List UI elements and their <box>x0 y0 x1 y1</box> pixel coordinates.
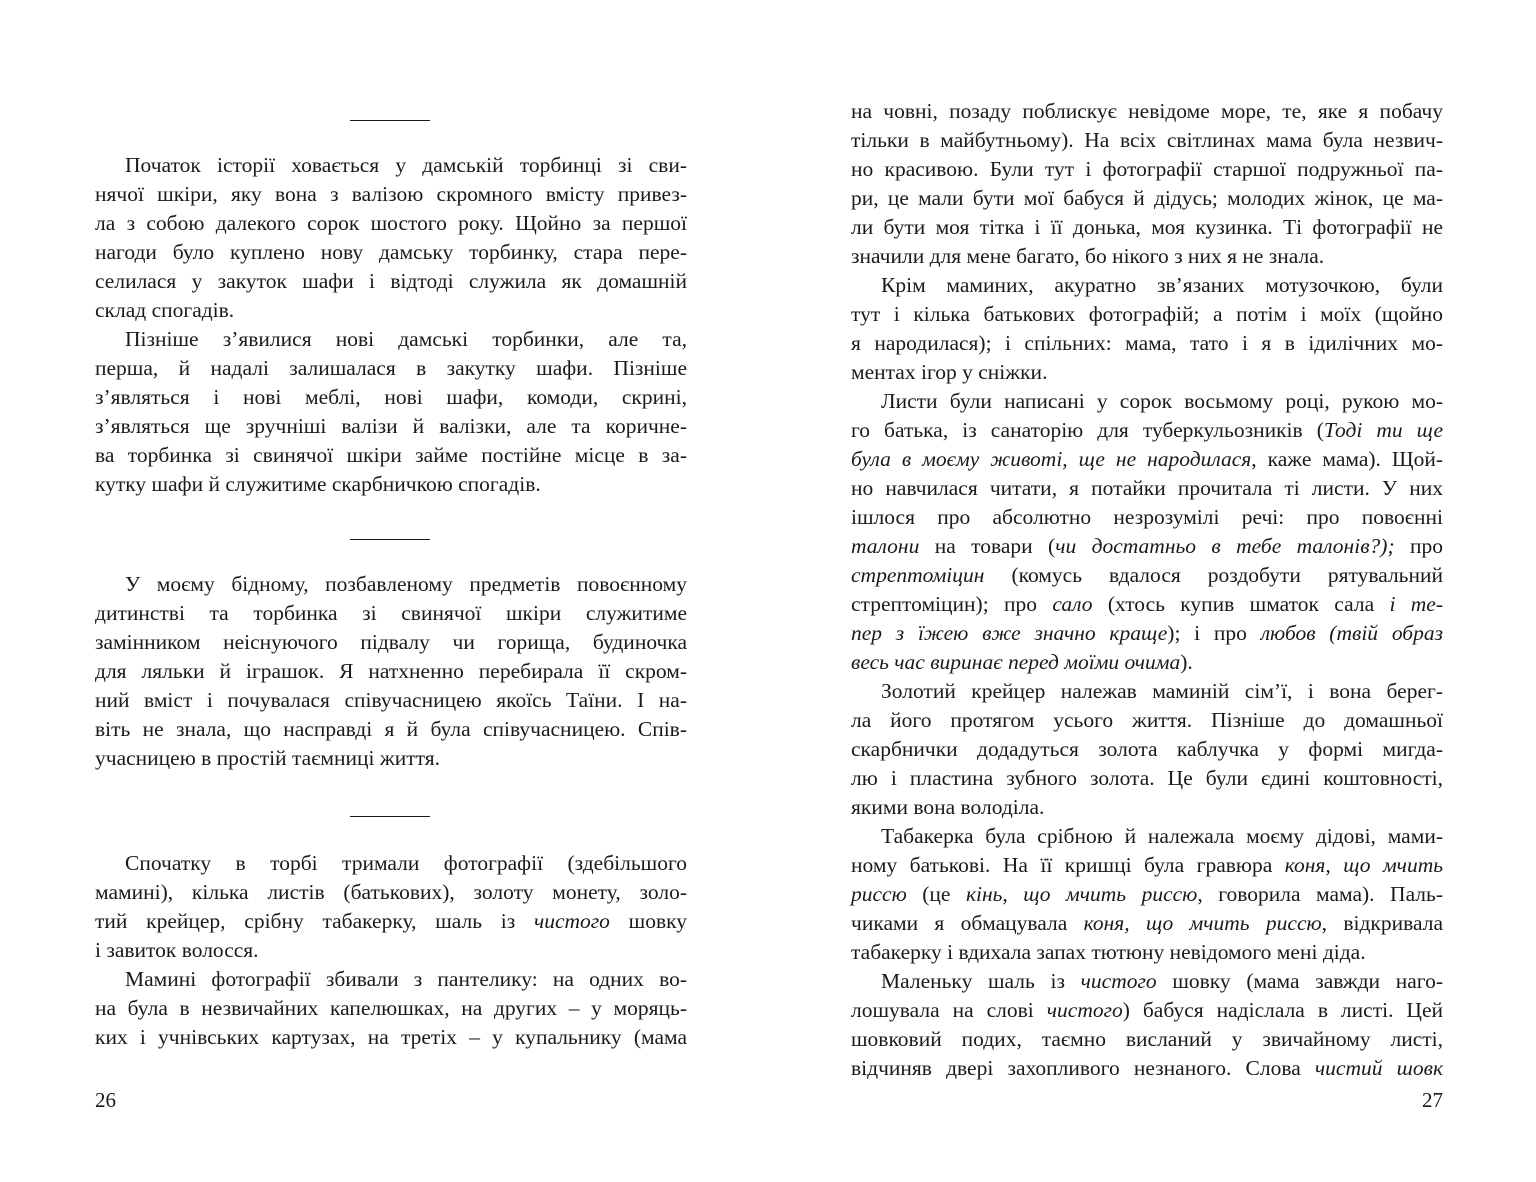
page-number-right: 27 <box>1422 1088 1443 1112</box>
text-line <box>851 474 1443 503</box>
text-run: табакерку і вдихала запах тютюну невідомого мені діда. <box>851 940 1366 964</box>
text-line <box>851 764 1443 793</box>
right-text <box>851 97 1443 1083</box>
text-run: но красивою. Були тут і фотографії старшої подружньої па- <box>851 157 1443 181</box>
text-line <box>95 151 687 180</box>
text-run: замінником неіснуючого підвалу чи горища, будиночка <box>95 630 687 654</box>
text-run: , каже мама). Щой- <box>1251 447 1443 471</box>
text-line <box>95 628 687 657</box>
text-line <box>851 996 1443 1025</box>
text-run: дитинстві та торбинка зі свинячої шкіри служитиме <box>95 601 687 625</box>
italic-text: стрептоміцин <box>851 563 985 587</box>
text-run: тільки в майбутньому). На всіх світлинах мама була незвич- <box>851 128 1443 152</box>
text-line <box>95 412 687 441</box>
paragraph <box>95 151 687 325</box>
text-run: Золотий крейцер належав маминій сім’ї, і вона берег- <box>881 679 1443 703</box>
text-line <box>95 686 687 715</box>
text-line <box>851 532 1443 561</box>
text-run: нячої шкіри, яку вона з валізою скромного вмісту привез- <box>95 182 687 206</box>
text-run: на човні, позаду поблискує невідоме море, те, яке я побачу <box>851 99 1443 123</box>
text-line <box>851 677 1443 706</box>
text-run: для ляльки й іграшок. Я натхненно перебирала її скром- <box>95 659 687 683</box>
italic-text: весь час виринає перед моїми очима <box>851 650 1181 674</box>
text-run: Початок історії ховається у дамській торбинці зі сви- <box>125 153 687 177</box>
text-line <box>95 267 687 296</box>
text-run: з’являться і нові меблі, нові шафи, комоди, скрині, <box>95 385 687 409</box>
paragraph <box>851 271 1443 387</box>
text-run: Маленьку шаль із <box>881 969 1081 993</box>
text-run: і завиток волосся. <box>95 938 259 962</box>
text-run: кутку шафи й служитиме скарбничкою спогадів. <box>95 472 541 496</box>
text-line <box>851 387 1443 416</box>
text-line <box>851 1025 1443 1054</box>
text-run: Табакерка була срібною й належала моєму дідові, мами- <box>881 824 1443 848</box>
text-run: тий крейцер, срібну табакерку, шаль із <box>95 909 534 933</box>
text-line <box>851 329 1443 358</box>
text-run: шовку <box>609 909 687 933</box>
text-line <box>851 851 1443 880</box>
section-divider-3 <box>350 816 430 817</box>
text-run: чиками я обмацувала <box>851 911 1084 935</box>
text-run: про <box>1394 534 1443 558</box>
text-run: ). <box>1180 650 1193 674</box>
text-line <box>851 271 1443 300</box>
section-divider-1 <box>350 120 430 121</box>
text-run: Листи були написані у сорок восьмому році, рукою мо- <box>881 389 1443 413</box>
text-run: ких і учнівських картузах, на третіх – у купальнику (мама <box>95 1025 687 1049</box>
italic-text: риссю <box>851 882 907 906</box>
text-run: з’являться ще зручніші валізи й валізки, але та коричне- <box>95 414 687 438</box>
paragraph <box>95 570 687 773</box>
text-run: ний вміст і почувалася співучасницею якоїсь Таїни. І на- <box>95 688 687 712</box>
text-line <box>851 822 1443 851</box>
text-run: стрептоміцин); про <box>851 592 1053 616</box>
text-run: мамині), кілька листів (батькових), золоту монету, золо- <box>95 880 687 904</box>
text-run: ли бути моя тітка і її донька, моя кузинка. Ті фотографії не <box>851 215 1443 239</box>
text-run: Крім маминих, акуратно зв’язаних мотузочкою, були <box>881 273 1443 297</box>
text-line <box>95 657 687 686</box>
paragraph <box>95 325 687 499</box>
left-section-1 <box>95 151 687 499</box>
left-page <box>95 0 687 1182</box>
left-section-2 <box>95 570 687 773</box>
section-divider-2 <box>350 539 430 540</box>
text-line <box>95 965 687 994</box>
right-page <box>851 0 1443 1182</box>
text-line <box>95 878 687 907</box>
italic-text: була в моєму животі, ще не народилася <box>851 447 1252 471</box>
text-line <box>95 570 687 599</box>
text-line <box>95 936 687 965</box>
left-section-3 <box>95 849 687 1052</box>
text-run: ) бабуся надіслала в листі. Цей <box>1122 998 1443 1022</box>
text-line <box>95 470 687 499</box>
text-run: селилася у закуток шафи і відтоді служила як домашній <box>95 269 687 293</box>
text-line <box>851 590 1443 619</box>
text-line <box>851 967 1443 996</box>
text-line <box>851 242 1443 271</box>
text-run: лошувала на слові <box>851 998 1047 1022</box>
italic-text: чистий шовк <box>1314 1056 1444 1080</box>
text-line <box>95 209 687 238</box>
text-run: я народилася); і спільних: мама, тато і я в ідилічних мо- <box>851 331 1443 355</box>
text-run: , відкривала <box>1321 911 1443 935</box>
text-run: перша, й надалі залишалася в закутку шафи. Пізніше <box>95 356 687 380</box>
text-run: віть не знала, що насправді я й була співучасницею. Спів- <box>95 717 687 741</box>
text-line <box>851 880 1443 909</box>
text-line <box>95 599 687 628</box>
text-run: учасницею в простій таємниці життя. <box>95 746 441 770</box>
text-line <box>851 1054 1443 1083</box>
text-run: го батька, із санаторію для туберкульозників ( <box>851 418 1324 442</box>
paragraph <box>851 967 1443 1083</box>
text-run: ва торбинка зі свинячої шкіри займе постійне місце в за- <box>95 443 687 467</box>
text-line <box>851 97 1443 126</box>
text-line <box>851 416 1443 445</box>
text-run: У моєму бідному, позбавленому предметів повоєнному <box>125 572 687 596</box>
italic-text: кінь, що мчить риссю <box>965 882 1198 906</box>
page-number-left: 26 <box>95 1088 116 1112</box>
text-run: , говорила мама). Паль- <box>1197 882 1443 906</box>
text-line <box>95 744 687 773</box>
italic-text: чистого <box>1046 998 1123 1022</box>
text-line <box>851 184 1443 213</box>
text-run: скарбнички додадуться золота каблучка у формі мигда- <box>851 737 1443 761</box>
text-line <box>851 358 1443 387</box>
text-run: но навчилася читати, я потайки прочитала ті листи. У них <box>851 476 1443 500</box>
text-run: шовковий подих, таємно висланий у звичайному листі, <box>851 1027 1443 1051</box>
text-run: відчиняв двері захопливого незнаного. Слова <box>851 1056 1315 1080</box>
text-line <box>851 793 1443 822</box>
text-line <box>851 155 1443 184</box>
text-run: ла з собою далекого сорок шостого року. Щойно за першої <box>95 211 687 235</box>
text-line <box>95 180 687 209</box>
paragraph <box>851 97 1443 271</box>
text-run: (комусь вдалося роздобути рятувальний <box>984 563 1443 587</box>
text-line <box>95 994 687 1023</box>
text-run: тут і кілька батькових фотографій; а потім і моїх (щойно <box>851 302 1443 326</box>
italic-text: Тоді ти ще <box>1323 418 1443 442</box>
text-line <box>95 849 687 878</box>
italic-text: сало <box>1052 592 1093 616</box>
paragraph <box>851 387 1443 677</box>
text-run: шовку (мама завжди наго- <box>1156 969 1443 993</box>
text-line <box>95 354 687 383</box>
paragraph <box>95 849 687 965</box>
text-run: на була в незвичайних капелюшках, на других – у моряць- <box>95 996 687 1020</box>
text-line <box>851 909 1443 938</box>
text-run: Спочатку в торбі тримали фотографії (здебільшого <box>125 851 687 875</box>
text-run: (хтось купив шматок сала <box>1092 592 1390 616</box>
italic-text: коня, що мчить <box>1284 853 1444 877</box>
text-run: лю і пластина зубного золота. Це були єдині коштовності, <box>851 766 1443 790</box>
text-line <box>851 213 1443 242</box>
italic-text: пер з їжею вже значно краще <box>851 621 1168 645</box>
text-line <box>95 441 687 470</box>
text-line <box>851 445 1443 474</box>
paragraph <box>851 822 1443 967</box>
text-line <box>95 1023 687 1052</box>
text-line <box>95 325 687 354</box>
text-line <box>851 300 1443 329</box>
text-run: ); і про <box>1167 621 1261 645</box>
text-line <box>95 383 687 412</box>
text-run: ному батькові. На її кришці була гравюра <box>851 853 1285 877</box>
text-line <box>851 938 1443 967</box>
text-line <box>851 619 1443 648</box>
text-line <box>851 648 1443 677</box>
text-line <box>851 735 1443 764</box>
text-line <box>851 126 1443 155</box>
text-run: ри, це мали бути мої бабуся й дідусь; молодих жінок, це ма- <box>851 186 1443 210</box>
italic-text: любов (твій образ <box>1260 621 1443 645</box>
paragraph <box>95 965 687 1052</box>
text-line <box>851 561 1443 590</box>
text-run: (це <box>906 882 966 906</box>
text-line <box>95 238 687 267</box>
italic-text: чистого <box>533 909 610 933</box>
text-run: на товари ( <box>919 534 1056 558</box>
text-run: ішлося про абсолютно незрозумілі речі: про повоєнні <box>851 505 1443 529</box>
text-run: якими вона володіла. <box>851 795 1045 819</box>
paragraph <box>851 677 1443 822</box>
text-run: ментах ігор у сніжки. <box>851 360 1048 384</box>
text-run: Пізніше з’явилися нові дамські торбинки, але та, <box>125 327 687 351</box>
italic-text: і те- <box>1389 592 1443 616</box>
italic-text: чи достатньо в тебе талонів?); <box>1055 534 1395 558</box>
italic-text: чистого <box>1080 969 1157 993</box>
text-run: нагоди було куплено нову дамську торбинку, стара пере- <box>95 240 687 264</box>
italic-text: коня, що мчить риссю <box>1083 911 1322 935</box>
text-run: Мамині фотографії збивали з пантелику: на одних во- <box>125 967 687 991</box>
text-line <box>851 503 1443 532</box>
text-line <box>95 715 687 744</box>
italic-text: талони <box>851 534 920 558</box>
text-run: ла його протягом усього життя. Пізніше до домашньої <box>851 708 1443 732</box>
text-line <box>851 706 1443 735</box>
text-run: значили для мене багато, бо нікого з них я не знала. <box>851 244 1325 268</box>
text-line <box>95 296 687 325</box>
text-line <box>95 907 687 936</box>
text-run: склад спогадів. <box>95 298 235 322</box>
